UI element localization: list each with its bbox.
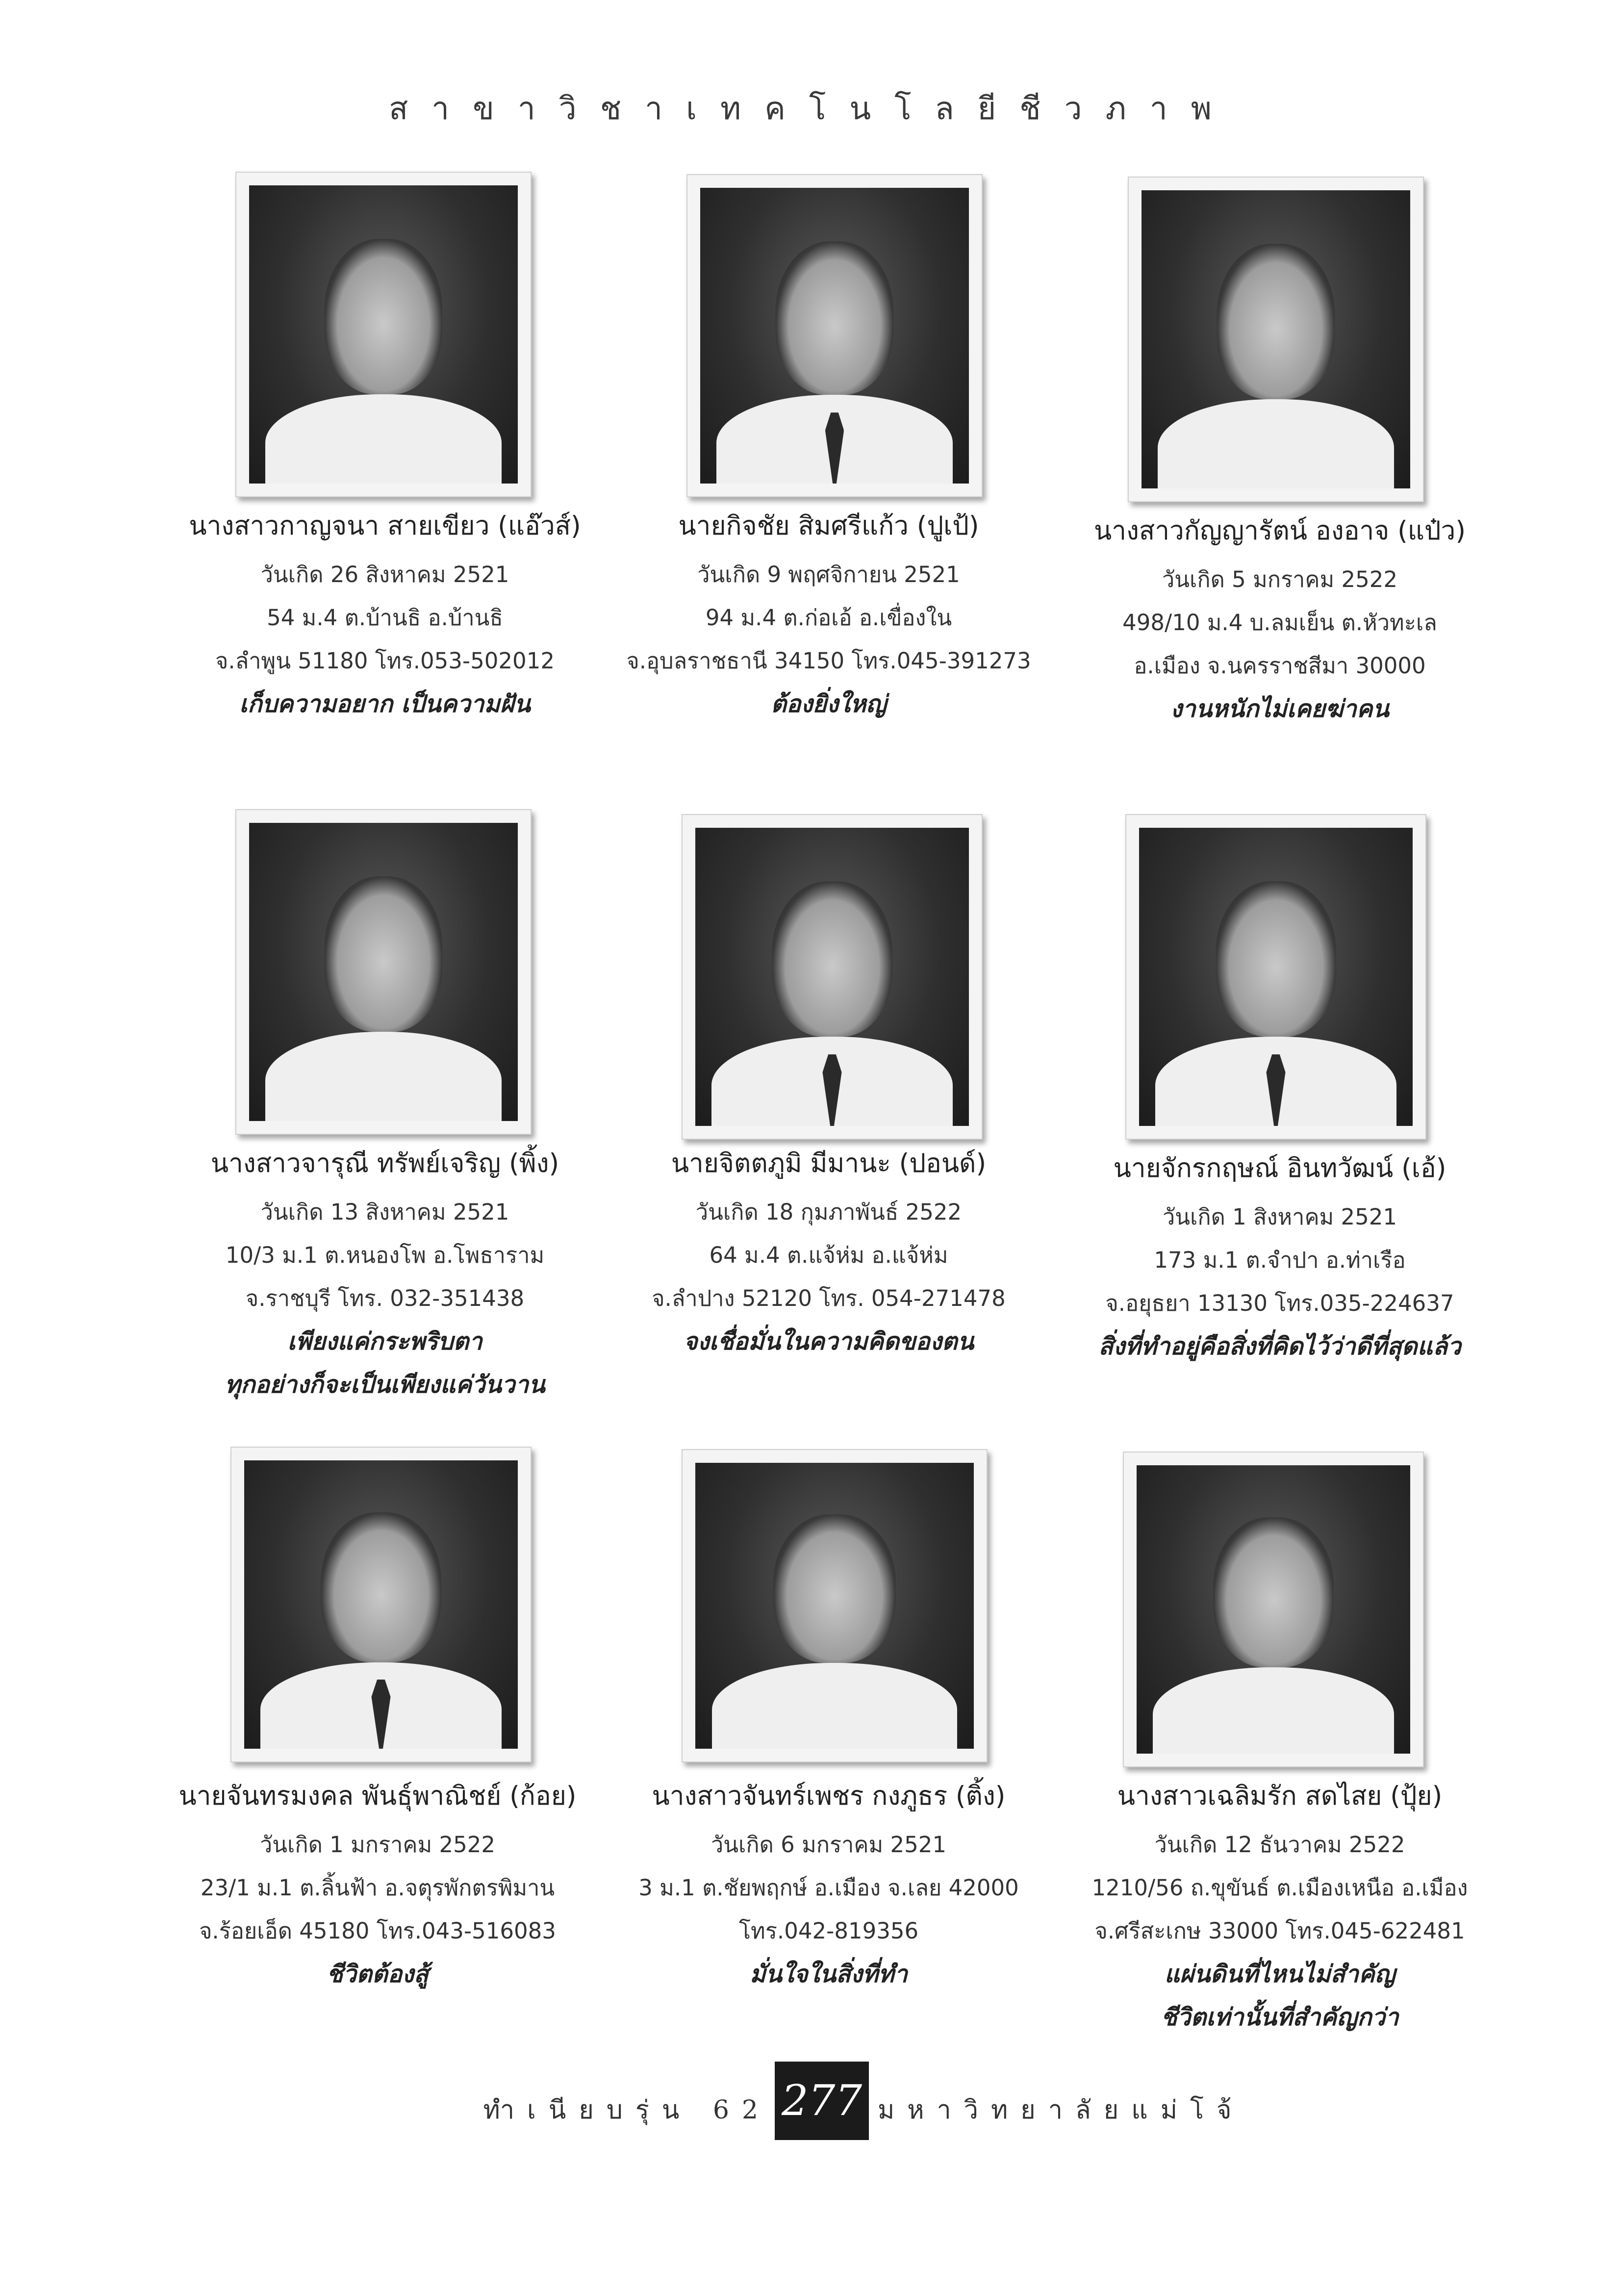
student-address-phone: อ.เมือง จ.นครราชสีมา 30000	[1134, 653, 1426, 679]
student-motto: ต้องยิ่งใหญ่	[771, 690, 887, 718]
student-address-phone: จ.อุบลราชธานี 34150 โทร.045-391273	[626, 648, 1031, 674]
student-name: นายจิตตภูมิ มีมานะ (ปอนด์)	[671, 1148, 987, 1178]
student-motto-line2: ชีวิตเท่านั้นที่สำคัญกว่า	[1161, 2003, 1399, 2031]
student-birthday: วันเกิด 12 ธันวาคม 2522	[1154, 1832, 1405, 1858]
student-birthday: วันเกิด 6 มกราคม 2521	[710, 1832, 947, 1858]
page-number: 277	[775, 2062, 869, 2140]
footer-yearbook-label: ทำเนียบรุ่น 62	[483, 2095, 771, 2125]
student-photo	[682, 1449, 988, 1762]
student-address: 54 ม.4 ต.บ้านธิ อ.บ้านธิ	[267, 605, 503, 631]
student-birthday: วันเกิด 5 มกราคม 2522	[1162, 566, 1398, 592]
student-address: 64 ม.4 ต.แจ้ห่ม อ.แจ้ห่ม	[709, 1242, 948, 1268]
student-address-phone: โทร.042-819356	[738, 1918, 919, 1944]
student-name: นางสาวจารุณี ทรัพย์เจริญ (พิ้ง)	[210, 1148, 559, 1178]
student-motto-line2: ทุกอย่างก็จะเป็นเพียงแค่วันวาน	[225, 1371, 545, 1399]
student-address: 498/10 ม.4 บ.ลมเย็น ต.หัวทะเล	[1122, 610, 1437, 636]
student-photo	[686, 174, 983, 497]
footer-university-label: มหาวิทยาลัยแม่โจ้	[878, 2095, 1244, 2125]
student-birthday: วันเกิด 1 มกราคม 2522	[259, 1832, 496, 1858]
student-photo	[235, 809, 532, 1135]
student-name: นางสาวกัญญารัตน์ องอาจ (แป๋ว)	[1094, 516, 1466, 546]
student-address-phone: จ.ลำพูน 51180 โทร.053-502012	[215, 648, 555, 674]
student-birthday: วันเกิด 1 สิงหาคม 2521	[1162, 1204, 1397, 1230]
student-photo	[1125, 814, 1426, 1140]
student-address-phone: จ.อยุธยา 13130 โทร.035-224637	[1105, 1290, 1454, 1316]
student-address: 1210/56 ถ.ขุขันธ์ ต.เมืองเหนือ อ.เมือง	[1091, 1875, 1468, 1901]
student-name: นายจักรกฤษณ์ อินทวัฒน์ (เอ้)	[1113, 1153, 1446, 1183]
student-photo	[1123, 1452, 1424, 1767]
student-photo	[1128, 177, 1424, 502]
student-motto: แผ่นดินที่ไหนไม่สำคัญ	[1164, 1960, 1396, 1988]
student-photo	[235, 172, 532, 497]
student-address-phone: จ.ร้อยเอ็ด 45180 โทร.043-516083	[199, 1918, 556, 1944]
student-photo	[682, 814, 983, 1140]
student-birthday: วันเกิด 18 กุมภาพันธ์ 2522	[695, 1199, 962, 1225]
page-title: สาขาวิชาเทคโนโลยีชีวภาพ	[389, 91, 1235, 127]
student-address-phone: จ.ศรีสะเกษ 33000 โทร.045-622481	[1094, 1918, 1465, 1944]
student-address: 173 ม.1 ต.จำปา อ.ท่าเรือ	[1154, 1247, 1406, 1273]
student-name: นางสาวกาญจนา สายเขียว (แอ๊วส์)	[189, 511, 581, 541]
student-motto: ชีวิตต้องสู้	[327, 1960, 429, 1988]
student-name: นางสาวจันทร์เพชร กงภูธร (ติ้ง)	[652, 1781, 1006, 1811]
student-address-phone: จ.ราชบุรี โทร. 032-351438	[245, 1285, 525, 1311]
student-motto: จงเชื่อมั่นในความคิดของตน	[683, 1327, 974, 1355]
student-name: นางสาวเฉลิมรัก สดไสย (ปุ้ย)	[1117, 1781, 1443, 1811]
student-address: 23/1 ม.1 ต.ลิ้นฟ้า อ.จตุรพักตรพิมาน	[200, 1875, 555, 1901]
student-motto: เพียงแค่กระพริบตา	[287, 1327, 482, 1355]
student-motto: สิ่งที่ทำอยู่คือสิ่งที่คิดไว้ว่าดีที่สุดแล้ว	[1098, 1332, 1461, 1360]
student-address: 10/3 ม.1 ต.หนองโพ อ.โพธาราม	[225, 1242, 545, 1268]
student-name: นายกิจชัย สิมศรีแก้ว (ปูเป้)	[678, 511, 979, 541]
student-motto: เก็บความอยาก เป็นความฝัน	[239, 690, 531, 718]
student-motto: งานหนักไม่เคยฆ่าคน	[1170, 695, 1389, 723]
student-address-phone: จ.ลำปาง 52120 โทร. 054-271478	[652, 1285, 1006, 1311]
student-address: 3 ม.1 ต.ชัยพฤกษ์ อ.เมือง จ.เลย 42000	[638, 1875, 1019, 1901]
student-photo	[230, 1447, 532, 1762]
student-birthday: วันเกิด 9 พฤศจิกายน 2521	[697, 561, 960, 587]
student-address: 94 ม.4 ต.ก่อเอ้ อ.เขื่องใน	[705, 605, 952, 631]
student-motto: มั่นใจในสิ่งที่ทำ	[750, 1960, 908, 1988]
student-birthday: วันเกิด 13 สิงหาคม 2521	[260, 1199, 509, 1225]
student-birthday: วันเกิด 26 สิงหาคม 2521	[260, 561, 509, 587]
student-name: นายจันทรมงคล พันธุ์พาณิชย์ (ก้อย)	[178, 1781, 577, 1811]
